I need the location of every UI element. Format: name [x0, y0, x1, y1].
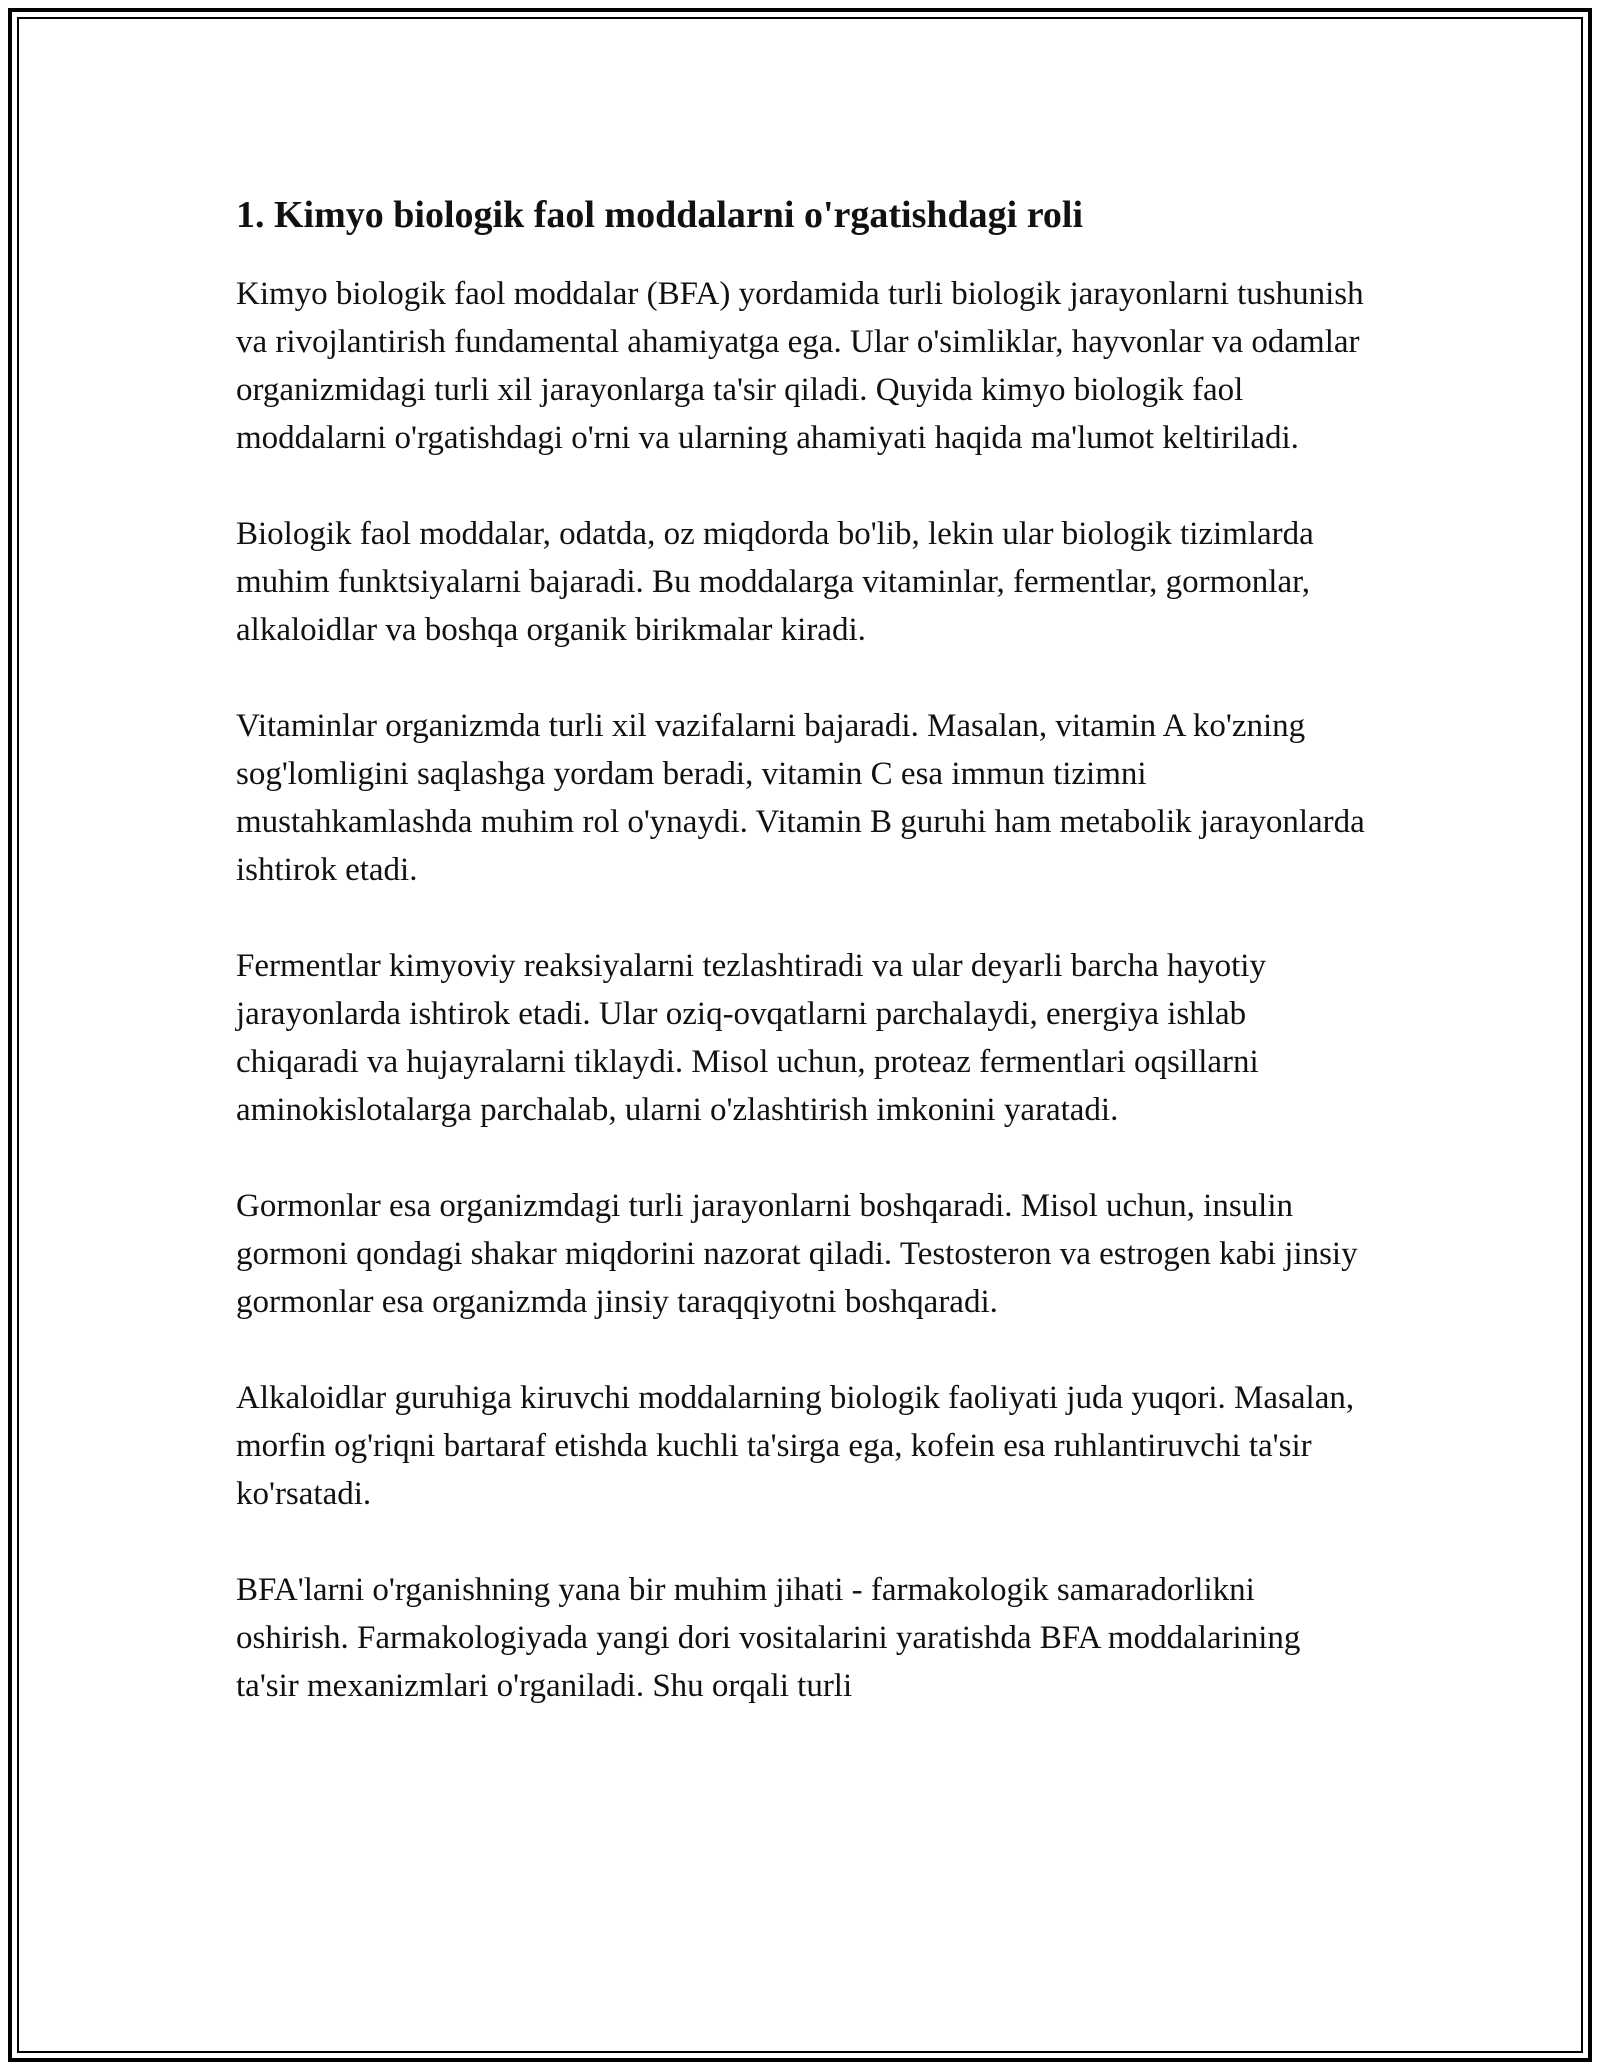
- paragraph-bfa-definition: Biologik faol moddalar, odatda, oz miqdorda bo'lib, lekin ular biologik tizimlarda muhim funktsiyalarni bajaradi. Bu moddalarga vitaminlar, fermentlar, gormonlar, alkaloidlar va boshqa organik birikmalar kiradi.: [236, 516, 1314, 648]
- section-heading: 1. Kimyo biologik faol moddalarni o'rgatishdagi roli: [236, 194, 1084, 236]
- paragraph-pharmacology: BFA'larni o'rganishning yana bir muhim jihati - farmakologik samaradorlikni oshirish. Farmakologiyada yangi dori vositalarini yaratishda BFA moddalarining ta'sir mexanizmlari o'rganiladi. Shu orqali turli: [236, 1572, 1301, 1704]
- paragraph-hormones: Gormonlar esa organizmdagi turli jarayonlarni boshqaradi. Misol uchun, insulin gormoni qondagi shakar miqdorini nazorat qiladi. Testosteron va estrogen kabi jinsiy gormonlar esa organizmda jinsiy taraqqiyotni boshqaradi.: [236, 1188, 1358, 1320]
- paragraph-enzymes: Fermentlar kimyoviy reaksiyalarni tezlashtiradi va ular deyarli barcha hayotiy jarayonlarda ishtirok etadi. Ular oziq-ovqatlarni parchalaydi, energiya ishlab chiqaradi va hujayralarni tiklaydi. Misol uchun, proteaz fermentlari oqsillarni aminokislotalarga parchalab, ularni o'zlashtirish imkonini yaratadi.: [236, 948, 1266, 1128]
- paragraph-vitamins: Vitaminlar organizmda turli xil vazifalarni bajaradi. Masalan, vitamin A ko'zning sog'lomligini saqlashga yordam beradi, vitamin C esa immun tizimni mustahkamlashda muhim rol o'ynaydi. Vitamin B guruhi ham metabolik jarayonlarda ishtirok etadi.: [236, 708, 1365, 888]
- paragraph-intro: Kimyo biologik faol moddalar (BFA) yordamida turli biologik jarayonlarni tushunish va rivojlantirish fundamental ahamiyatga ega. Ular o'simliklar, hayvonlar va odamlar organizmidagi turli xil jarayonlarga ta'sir qiladi. Quyida kimyo biologik faol moddalarni o'rgatishdagi o'rni va ularning ahamiyati haqida ma'lumot keltiriladi.: [236, 276, 1364, 456]
- paragraph-alkaloids: Alkaloidlar guruhiga kiruvchi moddalarning biologik faoliyati juda yuqori. Masalan, morfin og'riqni bartaraf etishda kuchli ta'sirga ega, kofein esa ruhlantiruvchi ta'sir ko'rsatadi.: [236, 1380, 1355, 1512]
- document-body: [236, 186, 1366, 1758]
